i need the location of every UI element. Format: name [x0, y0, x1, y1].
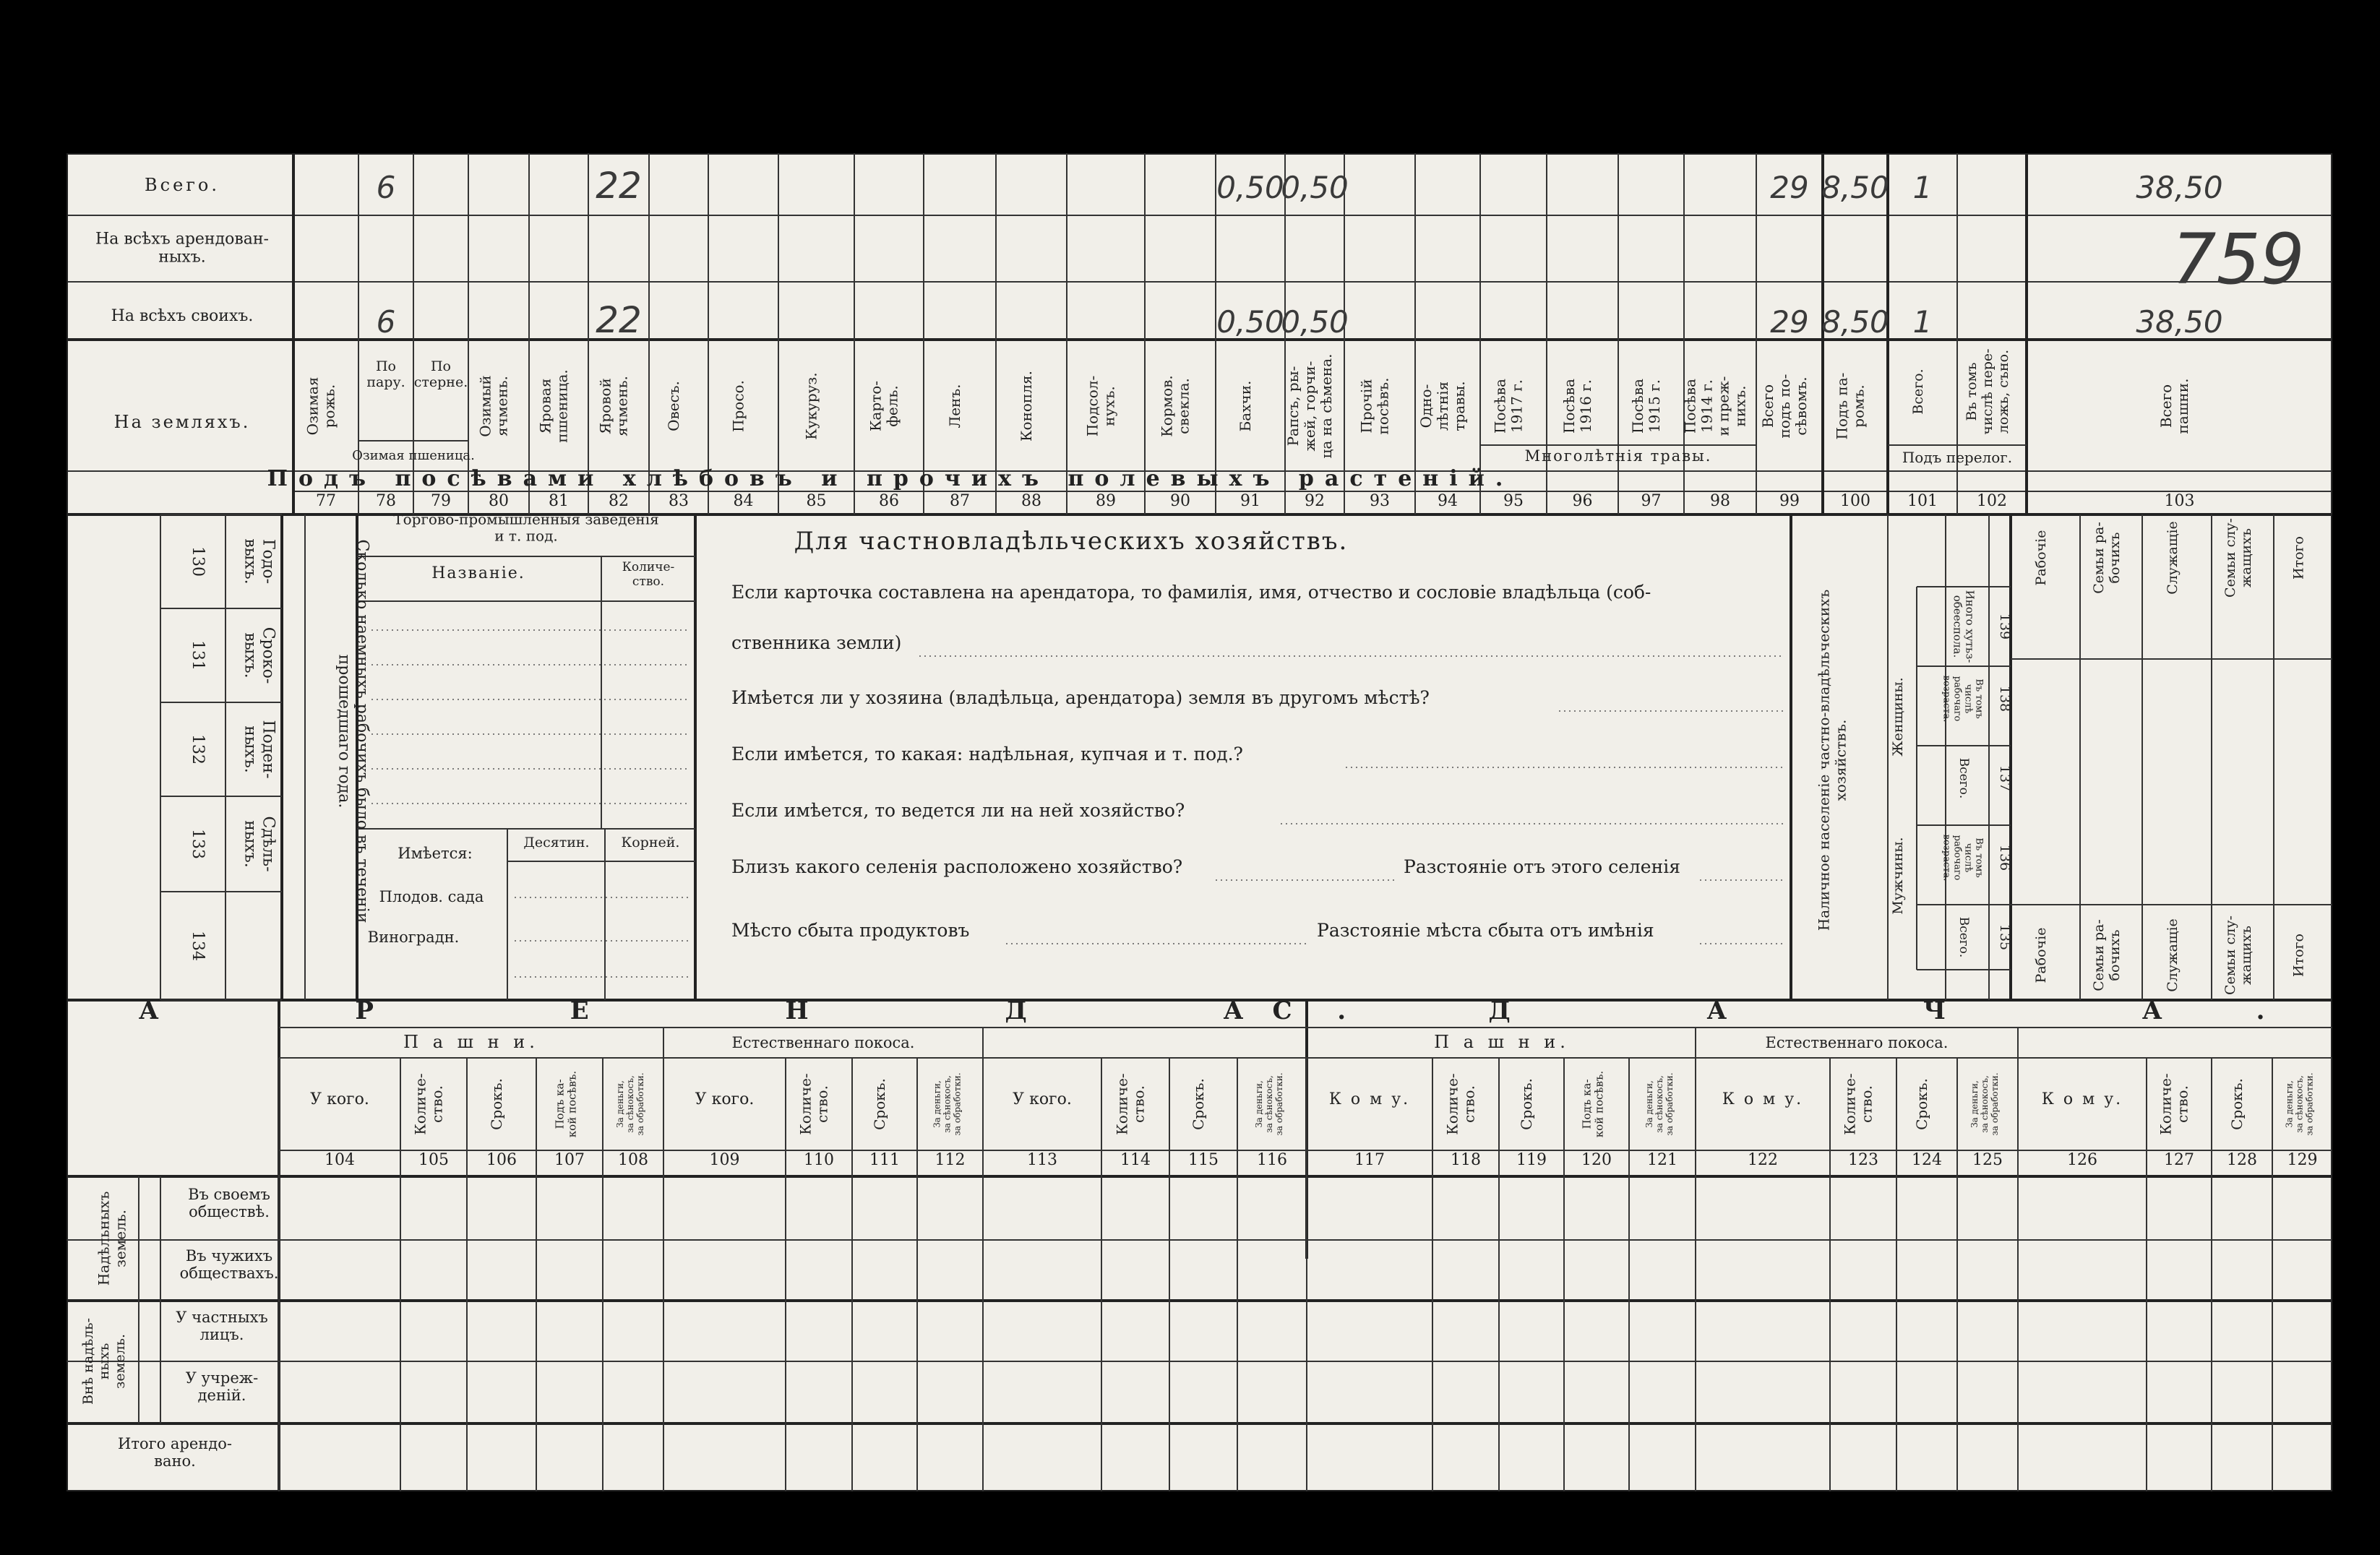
crop-column-label: Одно-лѣтнiятравы.	[1417, 381, 1468, 431]
sdacha-pashni: П а ш н и.	[1434, 1032, 1570, 1052]
arenda-col-header: За деньги,за сѣнокосъ,за обработки.	[1969, 1072, 2000, 1136]
row-label-svoem: Въ своемъ обществѣ.	[188, 1185, 270, 1221]
arenda-col-number: 129	[2287, 1151, 2318, 1169]
crop-column-label: Озимаярожь.	[304, 376, 338, 436]
arenda-col-number: 123	[1848, 1151, 1878, 1169]
arenda-col-number: 119	[1516, 1151, 1547, 1169]
arenda-pashni: П а ш н и.	[403, 1032, 539, 1052]
private-line: Разстоянiе мѣста сбыта отъ имѣнiя	[1317, 920, 1654, 941]
arenda-col-header: Срокъ.	[2228, 1078, 2246, 1130]
column-number: 82	[609, 492, 629, 510]
crop-column-label: Бахчи.	[1237, 380, 1254, 432]
crop-column-label: Просо.	[729, 380, 747, 432]
crop-column-label: Карто-фель.	[867, 380, 901, 432]
vsego-value-c100: 8,50	[1821, 170, 1889, 205]
hired-row-number: 132	[189, 734, 207, 764]
sdacha-pokos: Естественнаго покоса.	[1765, 1034, 1949, 1051]
vsego-value-c91: 0,50	[1216, 170, 1284, 205]
population-title: Наличное населенiе частно-владѣльческихъхозяйствъ.	[1815, 589, 1850, 931]
column-number: 84	[733, 492, 754, 510]
column-number: 92	[1305, 492, 1325, 510]
pop-num: 138	[1997, 685, 2013, 712]
hired-row-number: 131	[189, 640, 207, 671]
column-number: 80	[489, 492, 509, 510]
column-number: 83	[669, 492, 689, 510]
trade-vinogr: Виноградн.	[367, 929, 460, 946]
pop-num: 135	[1997, 923, 2013, 951]
sdacha-banner: С Д А Ч А.	[1272, 996, 2332, 1025]
column-number: 89	[1096, 492, 1116, 510]
row-group-nadelnykh: Надѣльныхъземель.	[95, 1191, 129, 1286]
arenda-col-number: 112	[935, 1151, 966, 1169]
column-number: 96	[1572, 492, 1593, 510]
hired-row-label: Сдѣль-ныхъ.	[241, 816, 278, 872]
trade-name-col: Названiе.	[431, 564, 525, 582]
vsego-value-c92: 0,50	[1281, 170, 1349, 205]
crop-column-label: Подсол-нухъ.	[1083, 375, 1118, 437]
private-line: Если имѣется, то какая: надѣльная, купчая и т. под.?	[731, 744, 1243, 764]
pop-right-col-bottom: Семьи ра-бочихъ	[2091, 919, 2123, 991]
arenda-col-header: Срокъ.	[1190, 1078, 1207, 1130]
arenda-col-header: К о м у.	[1328, 1090, 1411, 1108]
crop-column-label: Подъ па-ромъ.	[1833, 372, 1868, 440]
arenda-col-number: 126	[2067, 1151, 2097, 1169]
vsego-value-c82: 22	[596, 165, 642, 207]
hired-row-number: 133	[189, 829, 207, 859]
column-number: 87	[950, 492, 970, 510]
arenda-col-number: 115	[1188, 1151, 1219, 1169]
pop-v-tom-f: Въ томъчислѣрабочаговозраста.	[1941, 675, 1985, 723]
row-label-uchrezhdeniy: У учреж-денiй.	[185, 1369, 259, 1405]
arenda-col-header: Подъ ка-кой посѣвъ.	[553, 1070, 579, 1138]
arenda-col-header: Срокъ.	[1913, 1078, 1930, 1130]
hired-row-number: 134	[189, 931, 207, 961]
group-label-pereleg: Подъ перелог.	[1902, 449, 2013, 466]
row-label-chastnykh: У частныхъ лицъ.	[176, 1308, 268, 1344]
crop-column-label: Посѣва1917 г.	[1491, 379, 1526, 434]
pop-right-col-top: Служащiе	[2165, 521, 2181, 595]
private-line: Мѣсто сбыта продуктовъ	[731, 920, 970, 941]
column-number: 86	[879, 492, 899, 510]
arenda-col-number: 127	[2164, 1151, 2194, 1169]
crop-column-label: Всего.	[1910, 369, 1926, 415]
crop-column-label: Кукуруз.	[802, 372, 820, 440]
arenda-col-header: Количе-ство.	[1443, 1073, 1478, 1135]
column-number: 81	[549, 492, 569, 510]
pop-right-col-bottom: Итого	[2290, 934, 2307, 977]
row-label-arendovannykh: На всѣхъ арендован-ныхъ.	[95, 230, 269, 267]
crop-column-label: Кормов.свекла.	[1158, 375, 1193, 437]
arenda-col-number: 125	[1972, 1151, 2003, 1169]
private-line: Разстоянiе отъ этого селенiя	[1404, 856, 1681, 877]
column-number: 85	[806, 492, 827, 510]
svoikh-value-c78: 6	[376, 304, 396, 340]
vsego-value-c103: 38,50	[2136, 170, 2223, 205]
crop-column-label: Всегопашни.	[2157, 378, 2191, 434]
private-line: Если карточка составлена на арендатора, то фамилiя, имя, отчество и сословiе владѣльца (соб-	[731, 582, 1651, 603]
pop-right-col-bottom: Семьи слу-жащихъ	[2222, 916, 2254, 995]
crop-column-label: Рапсъ, ры-жей, горчи-ца на сѣмена.	[1284, 353, 1335, 459]
pop-num: 137	[1997, 764, 2013, 792]
trade-korney: Корней.	[621, 835, 680, 850]
column-number: 90	[1170, 492, 1190, 510]
pop-right-col-bottom: Рабочiе	[2033, 927, 2049, 983]
private-line: Близъ какого селенiя расположено хозяйство?	[731, 856, 1183, 877]
column-number: 99	[1779, 492, 1800, 510]
arenda-col-number: 109	[709, 1151, 740, 1169]
group-label-mnogoletnie: Многолѣтнiя травы.	[1524, 447, 1712, 465]
hired-row-label: Поден-ныхъ.	[241, 720, 278, 779]
crop-column-label: Посѣва1916 г.	[1560, 379, 1594, 434]
column-number: 78	[376, 492, 396, 510]
arenda-col-number: 108	[618, 1151, 648, 1169]
row-label-itogo: Итого арендо-вано.	[118, 1434, 232, 1470]
crop-column-label: Яроваяпшеница.	[536, 369, 571, 443]
pop-right-col-top: Семьи слу-жащихъ	[2222, 518, 2254, 598]
crop-column-label: Озимыйячмень.	[476, 375, 511, 437]
hired-workers-title: Сколько наемныхъ рабочихъ было въ теченiипрошедшаго года.	[335, 539, 371, 923]
row-label-chuzhikh: Въ чужихъ обществахъ.	[179, 1246, 279, 1283]
column-number: 100	[1840, 492, 1870, 510]
arenda-col-number: 107	[554, 1151, 585, 1169]
trade-plodov: Плодов. сада	[379, 888, 484, 905]
column-number: 88	[1021, 492, 1041, 510]
crop-column-label: По стерне.	[413, 358, 468, 390]
crop-column-label: Прочiйпосѣвъ.	[1357, 377, 1392, 435]
svoikh-value-c82: 22	[596, 299, 642, 341]
arenda-col-number: 110	[804, 1151, 834, 1169]
arenda-col-header: Срокъ.	[1518, 1078, 1535, 1130]
svoikh-value-c99: 29	[1770, 304, 1809, 340]
pop-v-tom-m: Въ томъчислѣрабочаговозраста.	[1941, 834, 1985, 882]
column-number: 95	[1503, 492, 1524, 510]
row-group-vne: Внѣ надѣль-ныхъземель.	[80, 1317, 128, 1405]
crop-banner: Подъ посѣвами хлѣбовъ и прочихъ полевыхъ растенiй.	[267, 466, 1514, 491]
private-line: ственника земли)	[731, 632, 902, 653]
crop-column-label: По пару.	[366, 358, 405, 390]
arenda-col-number: 124	[1912, 1151, 1942, 1169]
arenda-col-number: 106	[486, 1151, 517, 1169]
arenda-col-header: К о м у.	[2041, 1090, 2123, 1108]
pop-vsego-m: Всего.	[1956, 916, 1971, 958]
arenda-col-header: У кого.	[1013, 1090, 1072, 1108]
crop-column-label: Въ томъчислѣ пере-ложь, съно.	[1964, 348, 2011, 435]
arenda-col-number: 111	[869, 1151, 900, 1169]
vsego-value-c99: 29	[1770, 170, 1809, 205]
column-number: 79	[431, 492, 451, 510]
arenda-col-header: За деньги,за сѣнокосъ,за обработки.	[1254, 1072, 1284, 1136]
column-number: 102	[1977, 492, 2007, 510]
pop-num: 136	[1997, 844, 2013, 871]
arenda-col-number: 128	[2227, 1151, 2257, 1169]
trade-desyatin: Десятин.	[523, 835, 590, 850]
arenda-col-header: Срокъ.	[871, 1078, 888, 1130]
arenda-col-header: За деньги,за сѣнокосъ,за обработки.	[932, 1072, 963, 1136]
vsego-value-c78: 6	[376, 170, 396, 205]
svoikh-value-c100: 8,50	[1821, 304, 1889, 340]
arenda-col-number: 122	[1748, 1151, 1778, 1169]
column-number: 91	[1240, 492, 1260, 510]
arenda-col-header: У кого.	[310, 1090, 369, 1108]
hired-row-number: 130	[189, 546, 207, 577]
private-line: Если имѣется, то ведется ли на ней хозяйство?	[731, 800, 1185, 821]
trade-imeetsya: Имѣется:	[398, 845, 473, 862]
crop-column-label: Овесъ.	[665, 381, 682, 431]
hired-row-label: Сроко-выхъ.	[241, 626, 278, 684]
crop-column-label: Ленъ.	[946, 384, 963, 428]
row-label-vsego: Всего.	[145, 175, 220, 195]
column-number: 93	[1370, 492, 1390, 510]
arenda-col-number: 117	[1354, 1151, 1385, 1169]
stamp-number: 759	[2172, 219, 2305, 300]
row-label-svoikh: На всѣхъ своихъ.	[111, 307, 254, 325]
svoikh-value-c92: 0,50	[1281, 304, 1349, 340]
arenda-col-header: Количе-ство.	[2157, 1073, 2191, 1135]
form-sheet	[66, 153, 2332, 1491]
pop-num: 139	[1997, 613, 2013, 640]
arenda-col-header: Срокъ.	[488, 1078, 505, 1130]
arenda-col-number: 104	[325, 1151, 355, 1169]
private-line: Имѣется ли у хозяина (владѣльца, арендатора) земля въ другомъ мѣстѣ?	[731, 687, 1430, 708]
arenda-col-number: 105	[418, 1151, 449, 1169]
private-section-title: Для частновладѣльческихъ хозяйствъ.	[794, 527, 1349, 556]
pop-right-col-top: Итого	[2290, 536, 2307, 580]
arenda-col-number: 118	[1451, 1151, 1481, 1169]
column-number: 103	[2164, 492, 2195, 510]
arenda-col-header: Количе-ство.	[1113, 1073, 1148, 1135]
vsego-value-c101: 1	[1912, 170, 1933, 205]
arenda-col-number: 113	[1027, 1151, 1057, 1169]
arenda-col-header: За деньги,за сѣнокосъ,за обработки.	[2284, 1072, 2315, 1136]
arenda-col-header: Количе-ство.	[796, 1073, 831, 1135]
svoikh-value-c101: 1	[1912, 304, 1933, 340]
crop-column-label: Всегоподъ по-сѣвомъ.	[1759, 374, 1810, 439]
row-label-na-zemlyakh: На земляхъ.	[113, 412, 251, 432]
svoikh-value-c103: 38,50	[2136, 304, 2223, 340]
crop-column-label: Посѣва1914 г.и преж-нихъ.	[1681, 376, 1749, 436]
column-number: 77	[316, 492, 336, 510]
arenda-pokos: Естественнаго покоса.	[731, 1034, 915, 1051]
arenda-col-header: За деньги,за сѣнокосъ,за обработки.	[1644, 1072, 1675, 1136]
column-number: 98	[1710, 492, 1730, 510]
arenda-col-header: У кого.	[695, 1090, 755, 1108]
column-number: 97	[1641, 492, 1662, 510]
pop-vsego-f: Всего.	[1956, 757, 1971, 799]
arenda-col-header: Количе-ство.	[1841, 1073, 1876, 1135]
arenda-col-header: К о м у.	[1722, 1090, 1804, 1108]
trade-title: Торгово-промышленныя заведенiя и т. под.	[393, 510, 659, 545]
pop-muzhchiny: Мужчины.	[1890, 837, 1906, 915]
arenda-col-header: Количе-ство.	[411, 1073, 446, 1135]
arenda-col-number: 120	[1581, 1151, 1612, 1169]
pop-right-col-top: Семьи ра-бочихъ	[2091, 522, 2123, 594]
arenda-col-number: 121	[1647, 1151, 1677, 1169]
hired-row-label: Годо-выхъ.	[241, 538, 278, 585]
arenda-col-header: За деньги,за сѣнокосъ,за обработки.	[615, 1072, 645, 1136]
column-number: 101	[1907, 492, 1938, 510]
column-number: 94	[1438, 492, 1458, 510]
pop-right-col-top: Рабочiе	[2033, 530, 2049, 586]
trade-qty-col: Количе-ство.	[622, 560, 675, 589]
arenda-banner: А Р Е Н Д А.	[138, 996, 1440, 1025]
pop-inogo: Иного хутьз-обееспола.	[1951, 590, 1977, 663]
crop-column-label: Яровойячмень.	[596, 376, 631, 436]
arenda-col-number: 114	[1120, 1151, 1151, 1169]
pop-right-col-bottom: Служащiе	[2165, 918, 2181, 992]
svoikh-value-c91: 0,50	[1216, 304, 1284, 340]
group-label-ozimaya: Озимая пшеница.	[352, 448, 475, 463]
crop-column-label: Конопля.	[1018, 371, 1035, 441]
crop-column-label: Посѣва1915 г.	[1629, 379, 1663, 434]
arenda-col-number: 116	[1257, 1151, 1287, 1169]
pop-zhenshchiny: Женщины.	[1890, 677, 1906, 757]
form-grid	[66, 153, 2332, 1491]
arenda-col-header: Подъ ка-кой посѣвъ.	[1580, 1070, 1606, 1138]
